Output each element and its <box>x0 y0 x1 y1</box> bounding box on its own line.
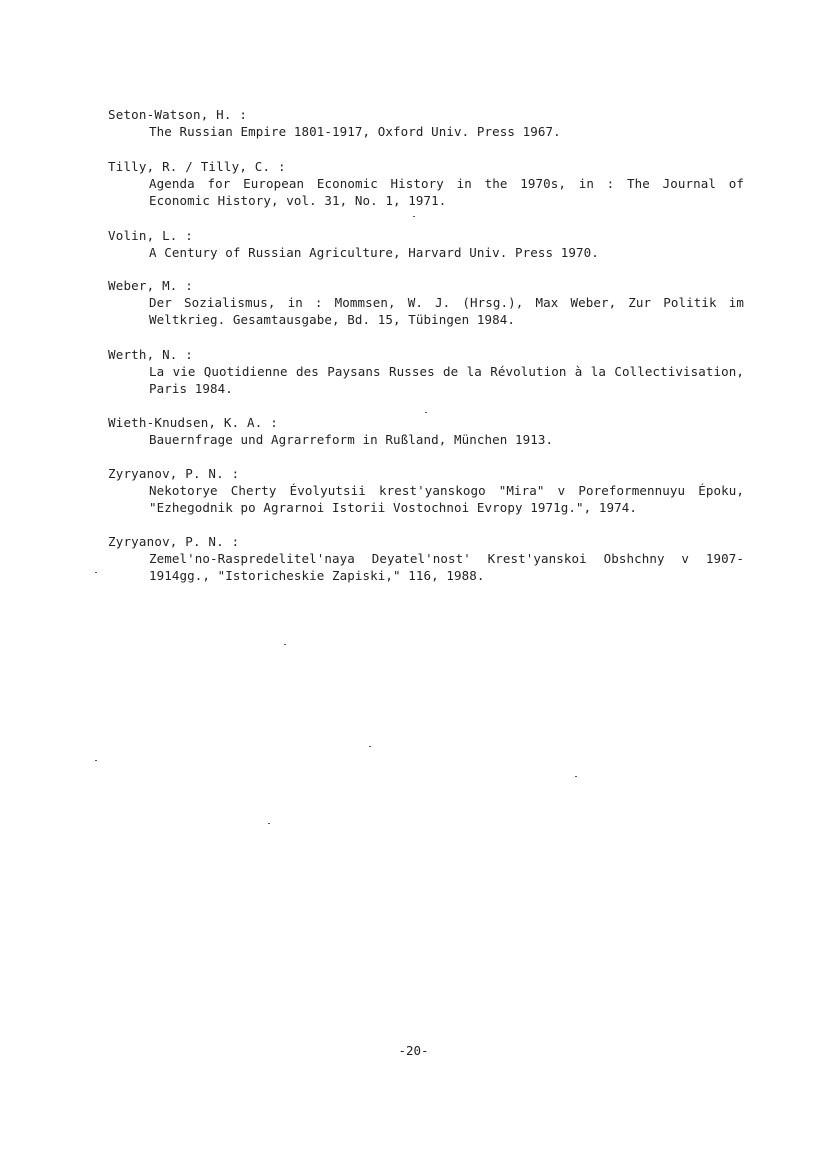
entry-author: Seton-Watson, H. : <box>108 107 248 122</box>
entry-reference: The Russian Empire 1801-1917, Oxford Univ. Press 1967. <box>149 124 561 139</box>
bibliography-entry <box>108 277 744 328</box>
entry-author: Weber, M. : <box>108 278 193 293</box>
bibliography-entry <box>108 414 744 448</box>
scan-speck <box>268 823 270 824</box>
bibliography-entry <box>108 227 744 261</box>
scan-speck <box>425 412 427 413</box>
entry-author: Zyryanov, P. N. : <box>108 534 240 549</box>
page-number: -20- <box>398 1043 429 1058</box>
bibliography-entry <box>108 158 744 209</box>
scan-speck <box>284 644 286 645</box>
entry-reference: A Century of Russian Agriculture, Harvard Univ. Press 1970. <box>149 245 599 260</box>
scan-speck <box>95 572 97 573</box>
bibliography-entry <box>108 533 744 584</box>
bibliography-entry <box>108 346 744 397</box>
entry-reference: Bauernfrage und Agrarreform in Rußland, München 1913. <box>149 432 554 447</box>
entry-reference: Nekotorye Cherty Évolyutsii krest'yanskogo "Mira" v Poreformennuyu Époku, "Ezhegodnik po Agrarnoi Istorii Vostochnoi Evropy 1971g.", 1974. <box>149 483 744 515</box>
scan-speck <box>575 776 577 777</box>
scan-speck <box>369 746 371 747</box>
entry-reference: La vie Quotidienne des Paysans Russes de la Révolution à la Collectivisation, Paris 1984. <box>149 364 744 396</box>
entry-reference: Zemel'no-Raspredelitel'naya Deyatel'nost' Krest'yanskoi Obshchny v 1907-1914gg., "Istoricheskie Zapiski," 116, 1988. <box>149 551 744 583</box>
entry-reference: Agenda for European Economic History in the 1970s, in : The Journal of Economic History, vol. 31, No. 1, 1971. <box>149 176 744 208</box>
bibliography-entry <box>108 106 744 140</box>
entry-author: Werth, N. : <box>108 347 193 362</box>
bibliography-entry <box>108 465 744 516</box>
bibliography-list <box>108 106 744 600</box>
entry-author: Wieth-Knudsen, K. A. : <box>108 415 278 430</box>
entry-author: Tilly, R. / Tilly, C. : <box>108 159 286 174</box>
scan-speck <box>95 760 97 761</box>
entry-author: Volin, L. : <box>108 228 193 243</box>
entry-author: Zyryanov, P. N. : <box>108 466 240 481</box>
scan-speck <box>413 216 415 217</box>
entry-reference: Der Sozialismus, in : Mommsen, W. J. (Hrsg.), Max Weber, Zur Politik im Weltkrieg. Gesamtausgabe, Bd. 15, Tübingen 1984. <box>149 295 744 327</box>
